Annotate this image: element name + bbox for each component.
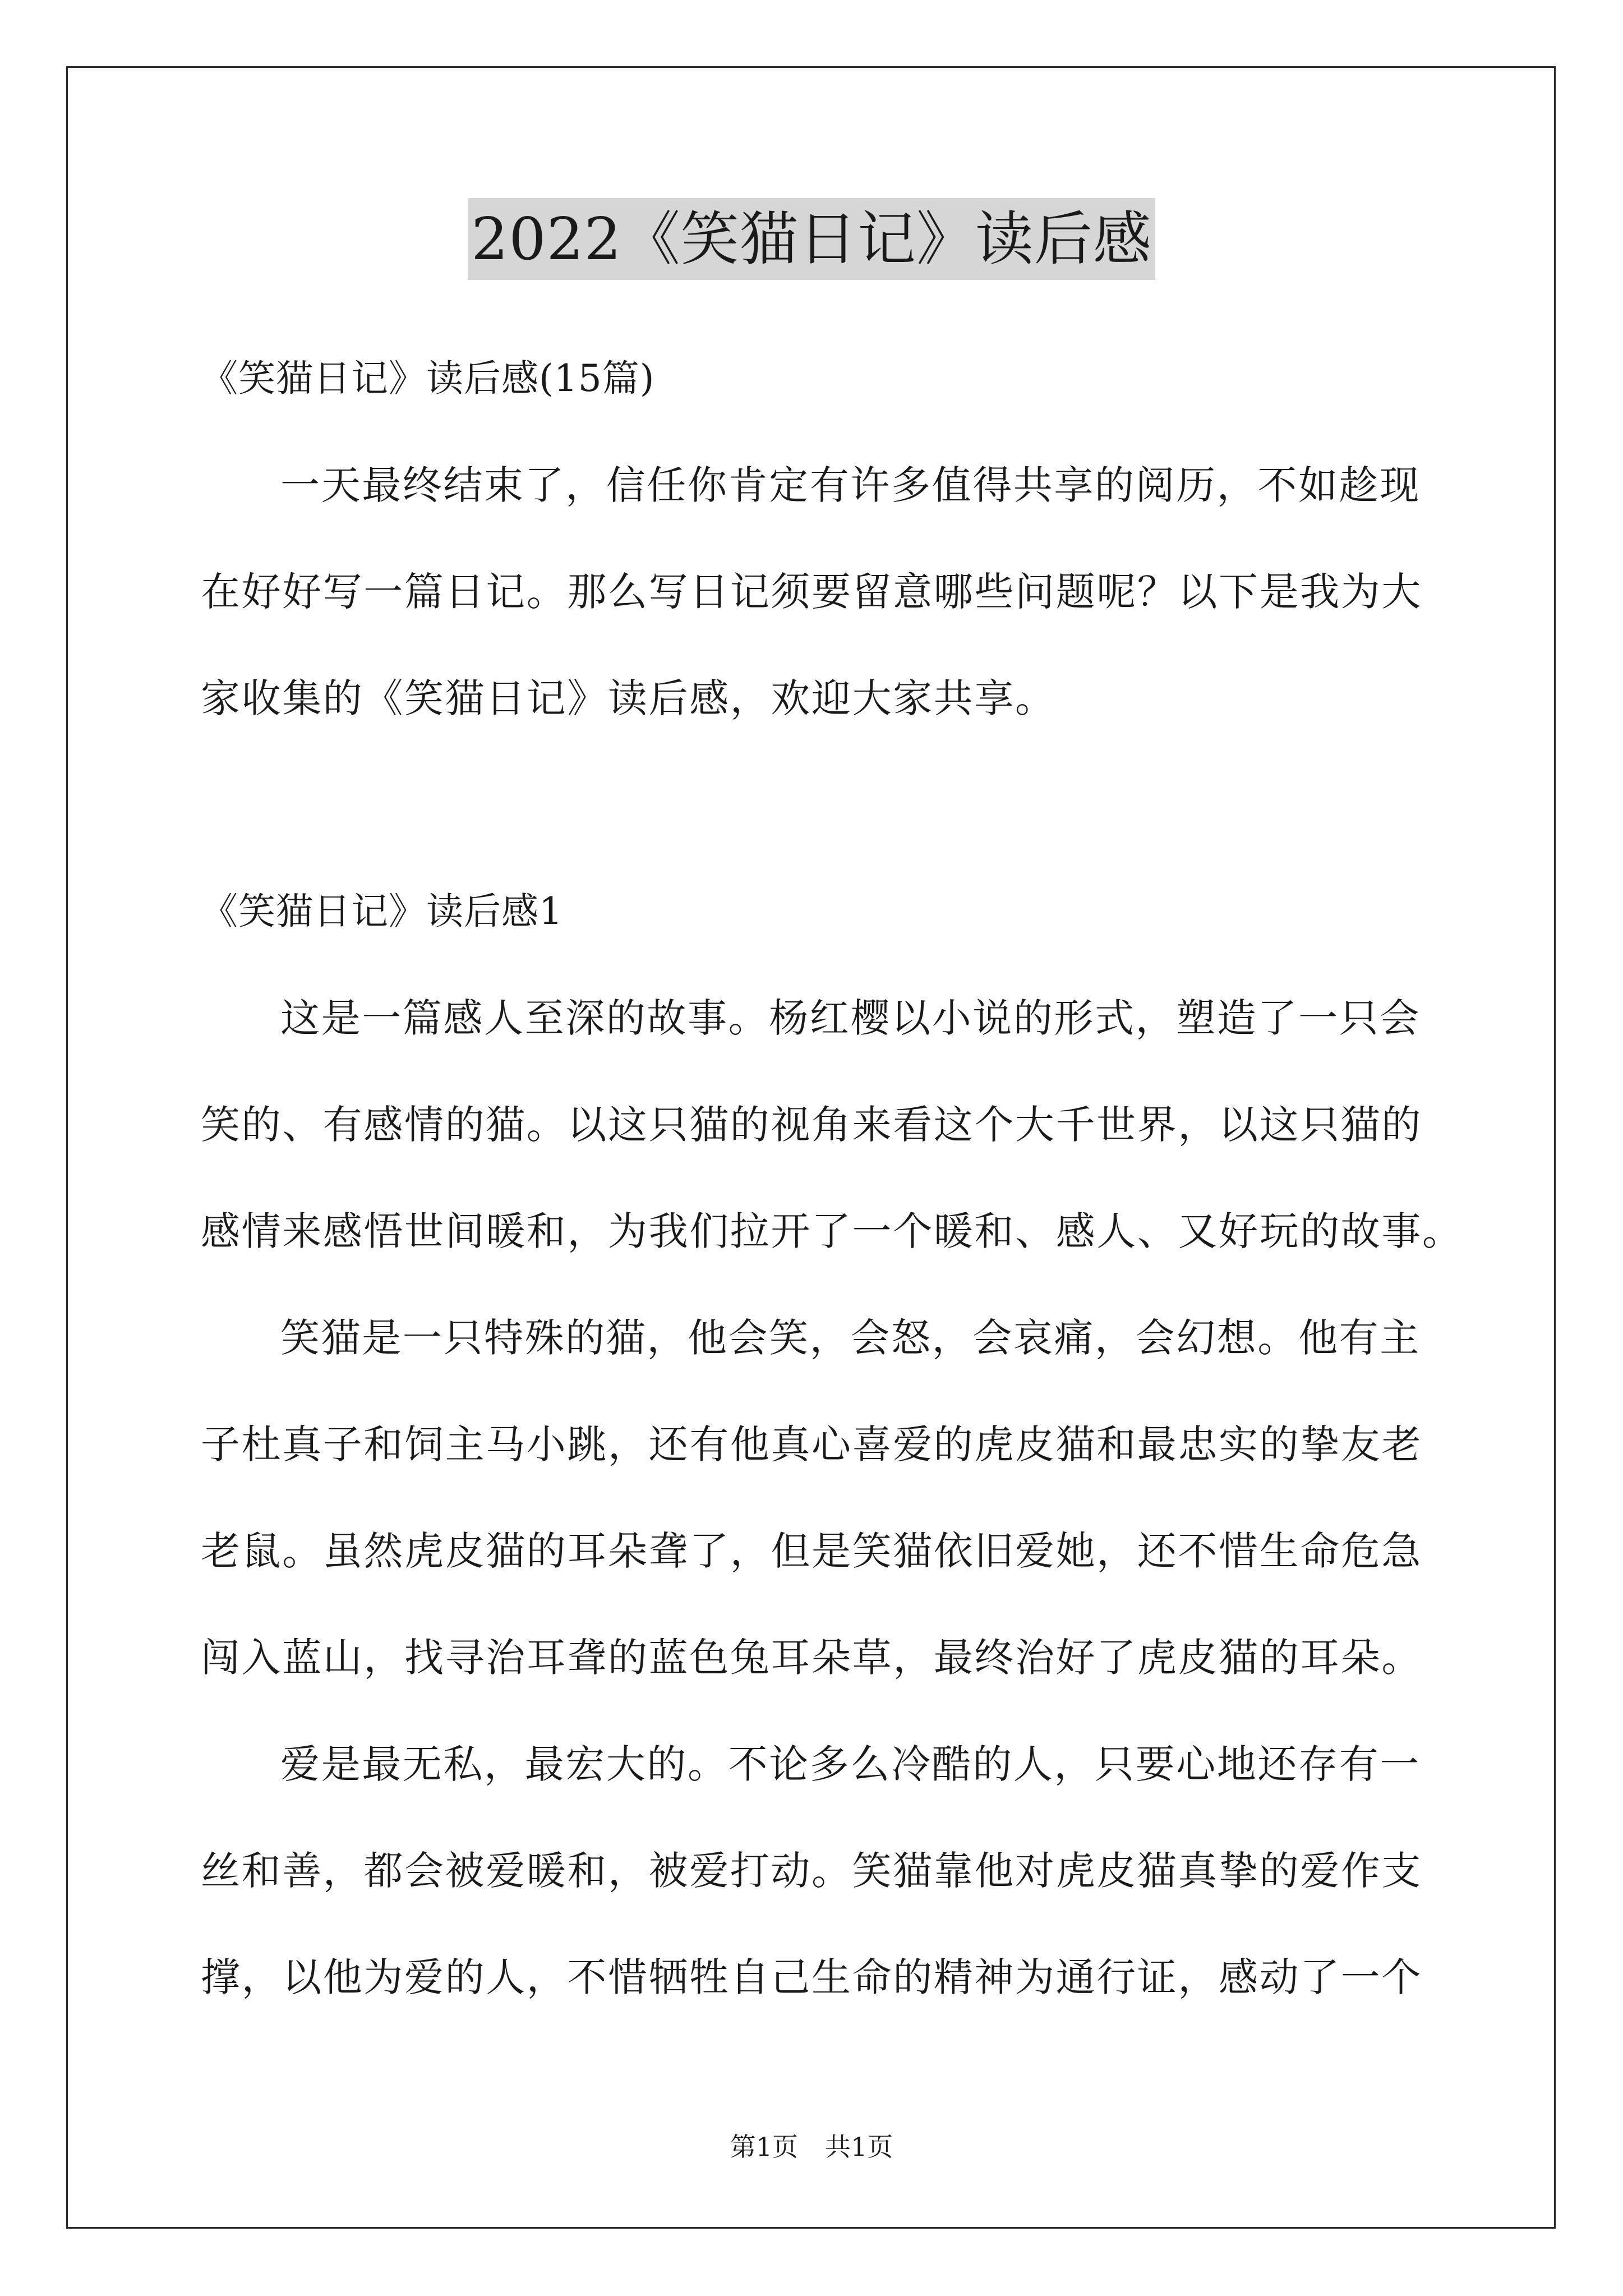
page-number: 第1页 xyxy=(730,2132,798,2162)
paragraph-3 xyxy=(201,1711,1457,2031)
paragraph-line: 这是一篇感人至深的故事。杨红樱以小说的形式，塑造了一只会 xyxy=(280,995,1421,1041)
document-title: 2022《笑猫日记》读后感 xyxy=(468,198,1155,280)
paragraph-line: 感情来感悟世间暖和，为我们拉开了一个暖和、感人、又好玩的故事。 xyxy=(201,1208,1463,1254)
paragraph-line: 笑猫是一只特殊的猫，他会笑，会怒，会哀痛，会幻想。他有主 xyxy=(280,1315,1421,1361)
intro-line: 一天最终结束了，信任你肯定有许多值得共享的阅历，不如趁现 xyxy=(280,462,1421,508)
page-total: 共1页 xyxy=(825,2132,893,2162)
paragraph-line: 爱是最无私，最宏大的。不论多么冷酷的人，只要心地还存有一 xyxy=(280,1741,1421,1787)
paragraph-2 xyxy=(201,1285,1457,1711)
paragraph-line: 子杜真子和饲主马小跳，还有他真心喜爱的虎皮猫和最忠实的挚友老 xyxy=(201,1421,1422,1467)
page-footer xyxy=(0,2129,1623,2165)
paragraph-line: 老鼠。虽然虎皮猫的耳朵聋了，但是笑猫依旧爱她，还不惜生命危急 xyxy=(201,1528,1422,1574)
paragraph-line: 闯入蓝山，找寻治耳聋的蓝色兔耳朵草，最终治好了虎皮猫的耳朵。 xyxy=(201,1635,1422,1681)
paragraph-line: 撑，以他为爱的人，不惜牺牲自己生命的精神为通行证，感动了一个 xyxy=(201,1954,1422,2000)
section-heading: 《笑猫日记》读后感1 xyxy=(201,890,563,933)
intro-line: 家收集的《笑猫日记》读后感，欢迎大家共享。 xyxy=(201,675,1056,721)
blank-line xyxy=(201,752,1457,858)
document-body xyxy=(201,325,1463,2031)
subtitle: 《笑猫日记》读后感(15篇) xyxy=(201,357,655,400)
title-container xyxy=(0,198,1623,280)
intro-line: 在好好写一篇日记。那么写日记须要留意哪些问题呢？以下是我为大 xyxy=(201,569,1422,615)
paragraph-line: 笑的、有感情的猫。以这只猫的视角来看这个大千世界，以这只猫的 xyxy=(201,1102,1422,1148)
paragraph-line: 丝和善，都会被爱暖和，被爱打动。笑猫靠他对虎皮猫真挚的爱作支 xyxy=(201,1848,1422,1894)
intro-paragraph xyxy=(201,432,1457,752)
paragraph-1 xyxy=(201,965,1463,1285)
